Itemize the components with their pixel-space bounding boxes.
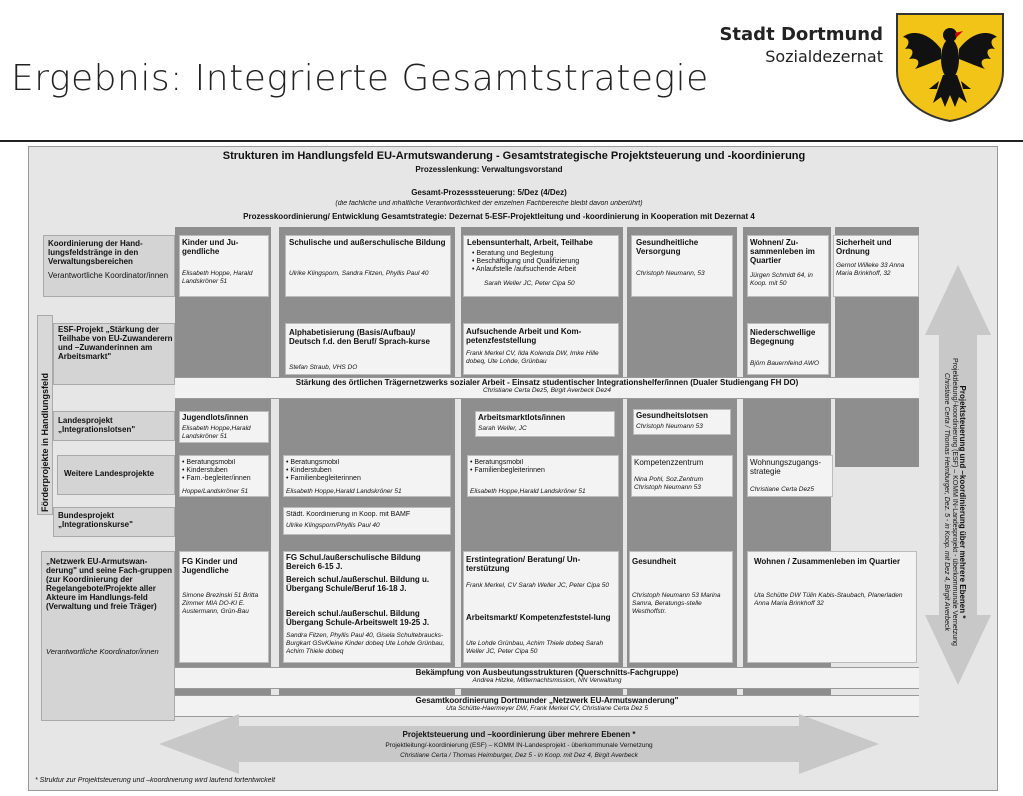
row-koordinierung: Koordinierung der Hand-lungsfeldstränge in den Verwaltungsbereichen Verantwortliche Koordinator/innen <box>43 235 175 297</box>
row-netzwerk: „Netzwerk EU-Armutswan-derung" und seine Fach-gruppen (zur Koordinierung der Regelangebote/Projekte aller Akteure im Handlungs-feld (Verwaltung und freie Träger) Verantwortliche Koordinator/innen <box>41 551 175 721</box>
cell-alpha: Alphabetisierung (Basis/Aufbau)/ Deutsch f.d. den Beruf/ Sprach-kurse Stefan Straub, VHS DO <box>285 323 451 375</box>
cell-sicher: Sicherheit und Ordnung Gernot Willeke 33 Anna Maria Brinkhoff, 32 <box>833 235 919 297</box>
slide-title: Ergebnis: Integrierte Gesamtstrategie <box>11 58 709 99</box>
cell-niederschwellig: Niederschwellige Begegnung Björn Bauernfeind AWO <box>747 323 829 375</box>
projektsteuerung-line2: Christiane Certa / Thomas Heimburger, Dez 5 - in Koop. mit Dez 4, Birgit Averbeck <box>400 752 638 759</box>
cell-wl-kinder: • Beratungsmobil • Kinderstuben • Fam.-begleiter/innen Hoppe/Landskröner 51 <box>179 455 269 497</box>
footnote: * Struktur zur Projektsteuerung und –koordinierung wird laufend fortentwickelt <box>35 777 276 784</box>
cell-aufsuchend: Aufsuchende Arbeit und Kom-petenzfeststellung Frank Merkel CV, Ilda Kolenda DW, Imke Hille dobeq, Ute Lohde, Grünbau <box>463 323 619 375</box>
cell-wl-gesund: Kompetenzzentrum Nina Pohl, Soz.Zentrum Christoph Neumann 53 <box>631 455 733 497</box>
cell-wohnen: Wohnen/ Zu-sammenleben im Quartier Jürgen Schmidt 64, in Koop. mit 50 <box>747 235 829 297</box>
cell-gesund: Gesundheitliche Versorgung Christoph Neumann, 53 <box>631 235 733 297</box>
cell-kinder: Kinder und Ju-gendliche Elisabeth Hoppe, Harald Landskröner 51 <box>179 235 269 297</box>
cell-fg-gesund: Gesundheit Christoph Neumann 53 Marina Samra, Beratungs-stelle Westhoffstr. <box>629 551 733 663</box>
prozesslenkung: Prozesslenkung: Verwaltungsvorstand <box>415 166 563 174</box>
row-bundesprojekt: Bundesprojekt „Integrationskurse" <box>53 507 175 537</box>
structure-diagram <box>28 146 998 791</box>
title-divider <box>0 140 1023 142</box>
row-integrationslotsen: Landesprojekt „Integrationslotsen" <box>53 411 175 441</box>
row-esf: ESF-Projekt „Stärkung der Teilhabe von EU-Zuwanderern und –Zuwanderinnen am Arbeitsmarkt" <box>53 323 175 385</box>
row-weitere-landesprojekte: Weitere Landesprojekte <box>57 455 175 495</box>
prozesskoordinierung: Prozesskoordinierung/ Entwicklung Gesamtstrategie: Dezernat 5-ESF-Projektleitung und -koordinierung in Kooperation mit Dezernat 4 <box>243 213 755 221</box>
band-staerkung: Stärkung des örtlichen Trägernetzwerks sozialer Arbeit - Einsatz studentischer Integrationshelfer/innen (Dualer Studiengang FH DO) Christiane Certa Dez5, Birgit Averbeck Dez4 <box>175 377 919 399</box>
cell-wl-leben: • Beratungsmobil • Familienbegleiterinnen Elisabeth Hoppe,Harald Landskröner 51 <box>467 455 619 497</box>
cell-wl-wohnen: Wohnungszugangs-strategie Christiane Certa Dez5 <box>747 455 833 497</box>
right-arrow-text: Projektsteuerung und –koordinierung über mehrere Ebenen * Projektleitung/-koordinierung (ESF) – KOMM IN-Landesprojekt - überkommunale Vernetzung Christiane Certa / Thomas Heimburger, Dez. 5 - in Koop. mit Dez 4, Birgit Averbeck <box>942 358 967 646</box>
cell-fg-leben: Erstintegration/ Beratung/ Un-terstützung Frank Merkel, CV Sarah Weller JC, Peter Cipa 50 Arbeitsmarkt/ Kompetenzfeststel-lung Ute Lohde Grünbau, Achim Thiele dobeq Sarah Weller JC, Peter Cipa 50 <box>463 551 619 663</box>
brand-name: Stadt Dortmund <box>719 24 883 45</box>
cell-jugendlots: Jugendlots/innen Elisabeth Hoppe,Harald Landskröner 51 <box>179 411 269 443</box>
projektsteuerung-line1: Projektleitung/-koordinierung (ESF) – KOMM IN-Landesprojekt - überkommunale Vernetzung <box>385 742 653 749</box>
brand <box>719 24 883 66</box>
cell-schule: Schulische und außerschulische Bildung Ulrike Klingsporn, Sandra Fitzen, Phyllis Paul 40 <box>285 235 451 297</box>
cell-leben: Lebensunterhalt, Arbeit, Teilhabe • Beratung und Begleitung • Beschäftigung und Qualifizierung • Anlaufstelle /aufsuchende Arbeit Sarah Weller JC, Peter Cipa 50 <box>463 235 619 297</box>
projektsteuerung-title: Projektsteuerung und –koordinierung über mehrere Ebenen * <box>402 731 636 739</box>
cell-wl-schule: • Beratungsmobil • Kinderstuben • Familienbegleiterinnen Elisabeth Hoppe,Harald Landskröner 51 <box>283 455 451 497</box>
dortmund-eagle-crest-icon <box>893 11 1007 123</box>
band-gesamtkoordinierung: Gesamtkoordinierung Dortmunder „Netzwerk EU-Armutswanderung" Uta Schütte-Haermeyer DW, Frank Merkel CV, Christiane Certa Dez 5 <box>175 695 919 717</box>
band-bekaempfung: Bekämpfung von Ausbeutungsstrukturen (Querschnitts-Fachgruppe) Andrea Hitzke, Mitternachtsmission, NN Verwaltung <box>175 667 919 689</box>
steuerung-note: (die fachliche und inhaltliche Verantwortlichkeit der einzelnen Fachbereiche bleibt davon unberührt) <box>335 200 643 207</box>
brand-department: Sozialdezernat <box>765 47 883 66</box>
gesamt-prozesssteuerung: Gesamt-Prozesssteuerung: 5/Dez (4/Dez) <box>411 189 567 197</box>
cell-fg-kinder: FG Kinder und Jugendliche Simone Brezinski 51 Britta Zimmer MIA DO-KI E. Austermann, Grün-Bau <box>179 551 269 663</box>
cell-fg-wohnen: Wohnen / Zusammenleben im Quartier Uta Schütte DW Tülin Kabis-Staubach, Planerladen Anna Maria Brinkhoff 32 <box>747 551 917 663</box>
foerderprojekte-label: Förderprojekte in Handlungsfeld <box>40 372 50 512</box>
diagram-title: Strukturen im Handlungsfeld EU-Armutswanderung - Gesamtstrategische Projektsteuerung und -koordinierung <box>222 150 806 162</box>
cell-bundes-schule: Städt. Koordinierung in Koop. mit BAMF Ulrike Klingsporn/Phyllis Paul 40 <box>283 507 451 535</box>
cell-gesundheitslotsen: Gesundheitslotsen Christoph Neumann 53 <box>633 409 731 435</box>
cell-fg-schule: FG Schul./außerschulische Bildung Bereich 6-15 J. Bereich schul./außerschul. Bildung u. Übergang Schule/Beruf 16-18 J. Bereich schul./außerschul. Bildung Übergang Schule-Arbeitswelt 19-25 J. Sandra Fitzen, Phyllis Paul 40, Gisela Schultebraucks-Burgkart GSvKleine Kinder dobeq Ute Lohde Grünbau, Achim Thiele dobeq <box>283 551 451 663</box>
cell-arbeitsmarktlots: Arbeitsmarktlots/innen Sarah Weller, JC <box>475 411 615 437</box>
